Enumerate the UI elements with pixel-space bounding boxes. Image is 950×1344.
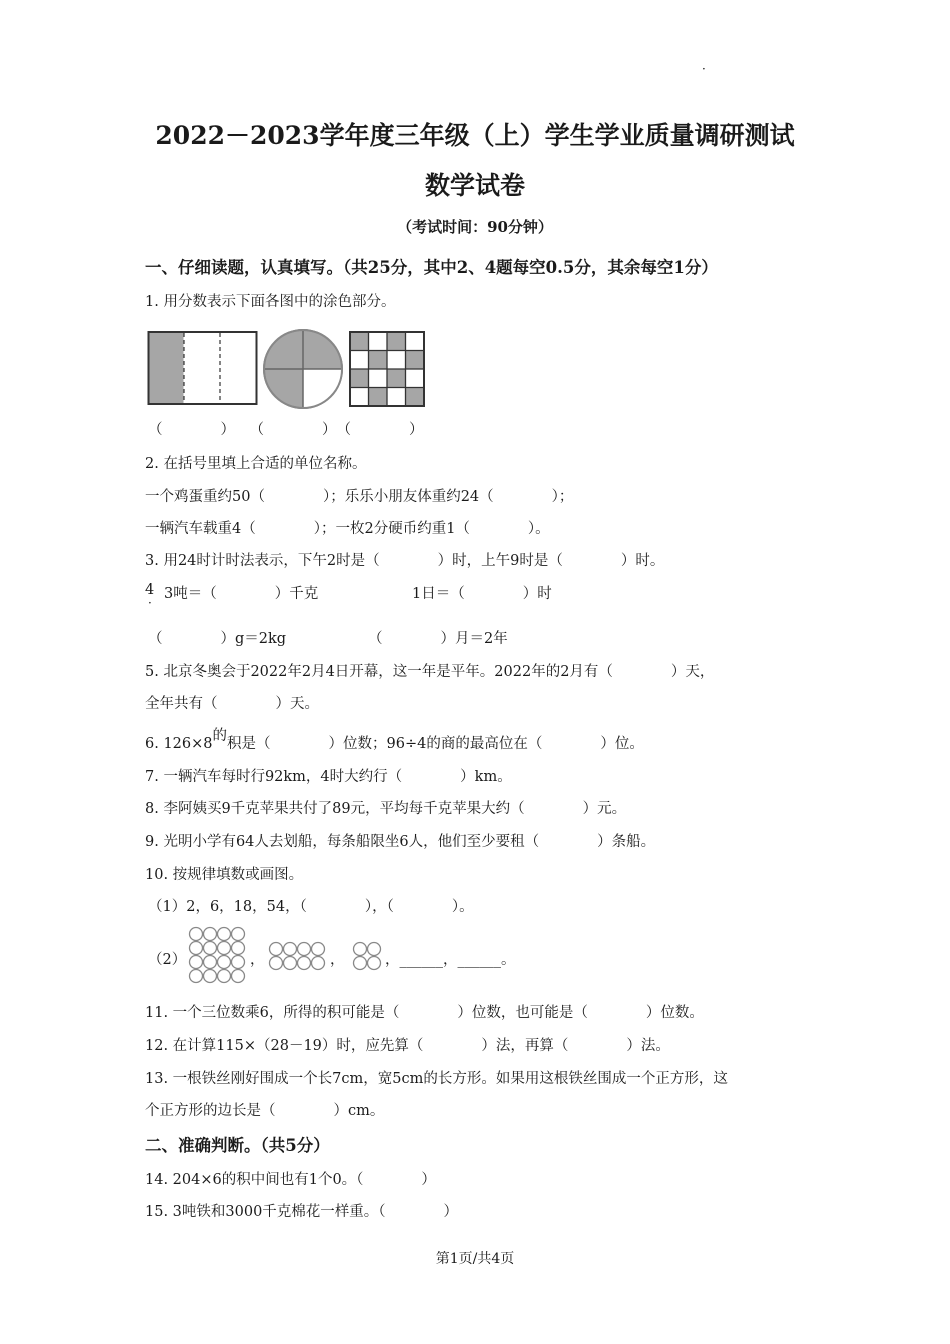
q10-part2-label: （2） [148, 952, 187, 968]
page-title: 2022－2023学年度三年级（上）学生学业质量调研测试 [155, 121, 795, 150]
q1-figure-rectangle [147, 330, 259, 406]
q2-line2: 一辆汽车载重4（ ）；一枚2分硬币约重1（ ）。 [145, 521, 550, 537]
page-subtitle: 数学试卷 [424, 171, 525, 200]
section1-heading: 一、仔细读题，认真填写。（共25分，其中2、4题每空0.5分，其余每空1分） [145, 258, 718, 277]
q5-line1: 5. 北京冬奥会于2022年2月4日开幕，这一年是平年。2022年的2月有（ ）天， [145, 664, 715, 680]
q1-text: 1. 用分数表示下面各图中的涂色部分。 [145, 294, 396, 310]
q4-number: 4 [145, 582, 155, 598]
q14-text: 14. 204×6的积中间也有1个0。（ ） [145, 1172, 436, 1188]
q10-text: 10. 按规律填数或画图。 [145, 867, 304, 883]
q7-text: 7. 一辆汽车每时行92km，4时大约行（ ）km。 [145, 769, 512, 785]
q4-d: （ ）月＝2年 [368, 631, 508, 647]
q10-pattern-16-circles [188, 926, 246, 984]
q4-dot: · [148, 596, 152, 610]
q4-c: （ ）g＝2kg [148, 631, 287, 647]
q10-tail-blanks[interactable]: ，______，______。 [385, 952, 516, 968]
q10-part1: （1）2，6，18，54，（ ），（ ）。 [148, 899, 474, 915]
top-mark: · [702, 62, 706, 76]
q2-line1: 一个鸡蛋重约50（ ）；乐乐小朋友体重约24（ ）； [145, 489, 574, 505]
q10-sep1: ， [250, 952, 265, 968]
q3-text: 3. 用24时计时法表示，下午2时是（ ）时，上午9时是（ ）时。 [145, 553, 665, 569]
q15-text: 15. 3吨铁和3000千克棉花一样重。（ ） [145, 1204, 459, 1220]
q12-text: 12. 在计算115×（28－19）时，应先算（ ）法，再算（ ）法。 [145, 1038, 670, 1054]
q1-answer-blanks[interactable]: （ ） （ ） （ ） [148, 422, 424, 438]
q9-text: 9. 光明小学有64人去划船，每条船限坐6人，他们至少要租（ ）条船。 [145, 834, 656, 850]
q6-pre: 6. 126×8 [145, 736, 213, 752]
q10-pattern-4-circles [352, 941, 382, 971]
q13-line1: 13. 一根铁丝刚好围成一个长7cm，宽5cm的长方形。如果用这根铁丝围成一个正方形，这 [145, 1071, 728, 1087]
q5-line2: 全年共有（ ）天。 [145, 696, 319, 712]
q13-line2: 个正方形的边长是（ ）cm。 [145, 1103, 385, 1119]
q10-sep2: ， [330, 952, 345, 968]
q1-figure-grid [348, 330, 426, 408]
q10-pattern-8-circles [268, 941, 326, 971]
q6-sup: 的 [212, 728, 227, 744]
q6-post: 积是（ ）位数；96÷4的商的最高位在（ ）位。 [227, 736, 644, 752]
q1-figure-circle [261, 328, 345, 410]
q2-text: 2. 在括号里填上合适的单位名称。 [145, 456, 367, 472]
q8-text: 8. 李阿姨买9千克苹果共付了89元，平均每千克苹果大约（ ）元。 [145, 801, 627, 817]
q4-a: 3吨＝（ ）千克 [164, 586, 319, 602]
rect-shaded-part [150, 333, 184, 403]
q4-b: 1日＝（ ）时 [412, 586, 552, 602]
q6-text [145, 728, 644, 753]
time-note: （考试时间：90分钟） [397, 218, 553, 236]
q11-text: 11. 一个三位数乘6，所得的积可能是（ ）位数，也可能是（ ）位数。 [145, 1005, 704, 1021]
section2-heading: 二、准确判断。（共5分） [145, 1136, 330, 1155]
page-footer: 第1页/共4页 [435, 1251, 515, 1267]
